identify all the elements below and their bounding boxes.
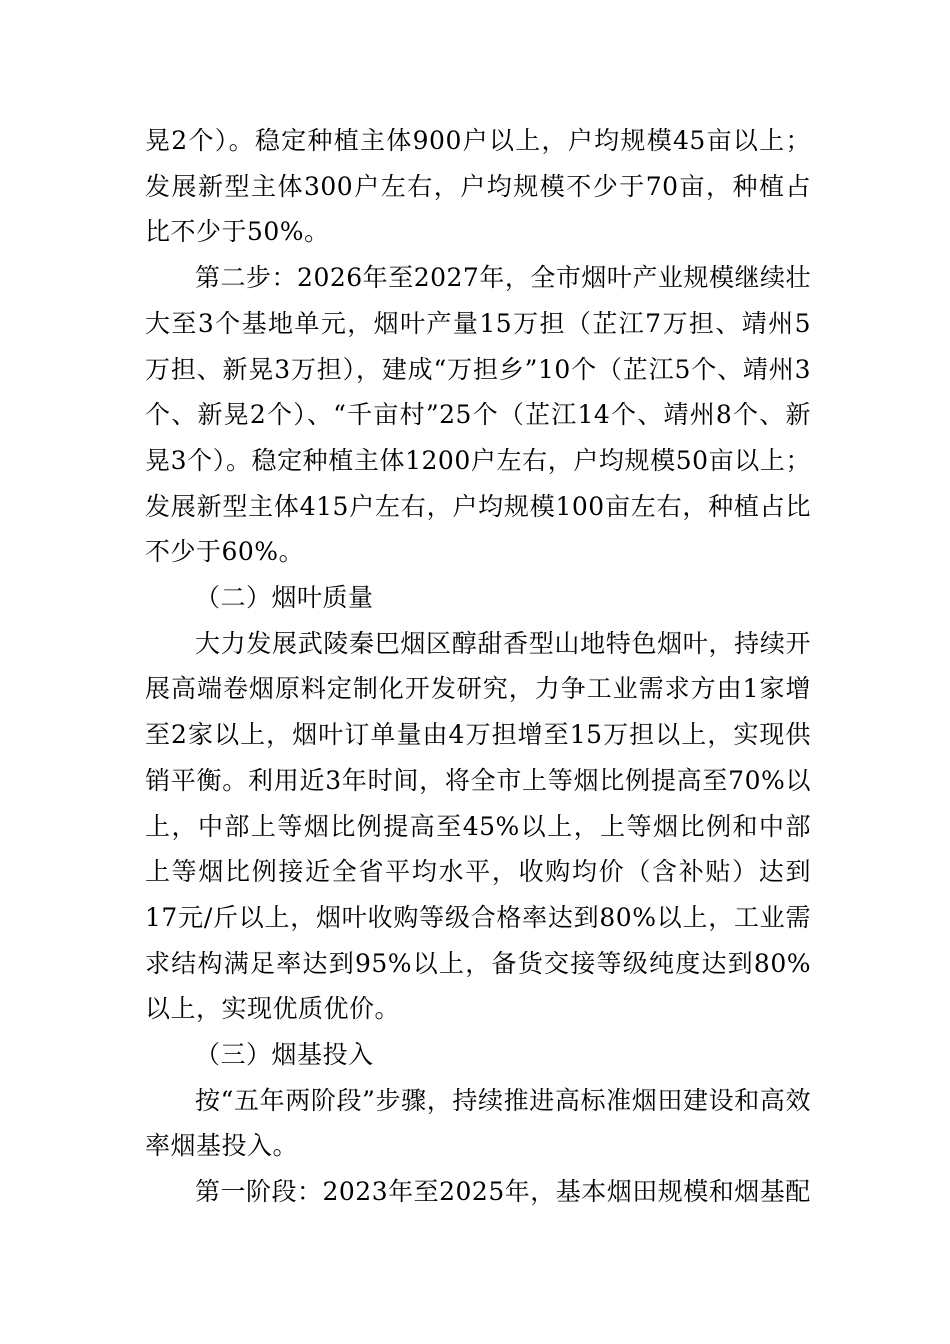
paragraph-phase-one: 第一阶段：2023年至2025年，基本烟田规模和烟基配 xyxy=(195,1177,811,1207)
document-page xyxy=(145,118,811,1215)
section-heading-leaf-quality: （二）烟叶质量 xyxy=(195,583,374,613)
paragraph-leaf-quality: 大力发展武陵秦巴烟区醇甜香型山地特色烟叶，持续开展高端卷烟原料定制化开发研究，力争工业需求方由1家增至2家以上，烟叶订单量由4万担增至15万担以上，实现供销平衡。利用近3年时间，将全市上等烟比例提高至70%以上，中部上等烟比例提高至45%以上，上等烟比例和中部上等烟比例接近全省平均水平，收购均价（含补贴）达到17元/斤以上，烟叶收购等级合格率达到80%以上，工业需求结构满足率达到95%以上，备货交接等级纯度达到80%以上，实现优质优价。 xyxy=(145,628,811,1024)
paragraph-continuation: 晃2个）。稳定种植主体900户以上，户均规模45亩以上；发展新型主体300户左右，户均规模不少于70亩，种植占比不少于50%。 xyxy=(145,126,811,247)
section-heading-infrastructure: （三）烟基投入 xyxy=(195,1040,374,1070)
paragraph-infrastructure-intro: 按“五年两阶段”步骤，持续推进高标准烟田建设和高效率烟基投入。 xyxy=(145,1085,811,1161)
paragraph-step-two: 第二步：2026年至2027年，全市烟叶产业规模继续壮大至3个基地单元，烟叶产量15万担（芷江7万担、靖州5万担、新晃3万担），建成“万担乡”10个（芷江5个、靖州3个、新晃2个）、“千亩村”25个（芷江14个、靖州8个、新晃3个）。稳定种植主体1200户左右，户均规模50亩以上；发展新型主体415户左右，户均规模100亩左右，种植占比不少于60%。 xyxy=(145,263,811,567)
